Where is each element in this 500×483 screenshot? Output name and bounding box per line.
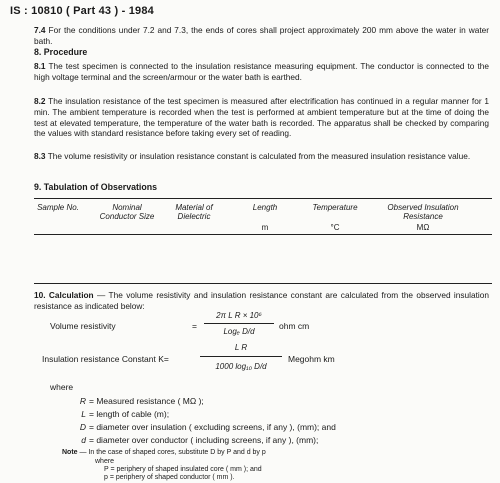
fraction-bar bbox=[200, 356, 282, 357]
formula-denominator: 1000 log₁₀ D/d bbox=[215, 362, 267, 371]
clause-number: 7.4 bbox=[34, 25, 46, 35]
clause-8-3 bbox=[34, 151, 489, 162]
definition-symbol: D bbox=[79, 422, 86, 432]
clause-number: 8.1 bbox=[34, 61, 46, 71]
definition-text: = diameter over insulation ( excluding screens, if any ), (mm); and bbox=[89, 422, 336, 432]
equals-sign: = bbox=[192, 321, 197, 331]
column-header-conductor-size: Nominal Conductor Size bbox=[99, 203, 155, 222]
formula-unit: Megohm km bbox=[288, 354, 335, 364]
clause-8-1 bbox=[34, 61, 489, 83]
formula-label: Volume resistivity bbox=[50, 321, 116, 331]
clause-8-2 bbox=[34, 96, 489, 139]
where-label: where bbox=[50, 382, 74, 392]
document-header: IS : 10810 ( Part 43 ) - 1984 bbox=[10, 5, 154, 17]
definition-text: = diameter over conductor ( including screens, if any ), (mm); bbox=[89, 435, 319, 445]
formula-unit: ohm cm bbox=[279, 321, 310, 331]
table-top-rule bbox=[34, 198, 492, 199]
clause-number: 8.2 bbox=[34, 96, 46, 106]
column-header-temperature: Temperature bbox=[312, 203, 358, 212]
column-header-insulation-resistance: Observed Insulation Resistance bbox=[387, 203, 459, 222]
definition-text: = Measured resistance ( MΩ ); bbox=[89, 396, 204, 406]
section-8-heading: 8. Procedure bbox=[34, 47, 88, 57]
note-definition: P = periphery of shaped insulated core ( mm ); and bbox=[104, 466, 262, 473]
section-9-heading: 9. Tabulation of Observations bbox=[34, 182, 158, 192]
unit-length: m bbox=[261, 223, 269, 232]
definition-row bbox=[74, 422, 336, 432]
section-10-intro bbox=[34, 290, 489, 312]
clause-text: The insulation resistance of the test specimen is measured after electrification has continued in a regular manner for 1 min. The ambient temperature is recorded when the test is performed at ambient temperature but at the time of doing the test at elevated temperature, the temperature of the water bath is recorded. The apparatus shall be checked by comparing the values with standard resistance before taking every set of reading. bbox=[34, 96, 489, 139]
note-text: — In the case of shaped cores, substitute D by P and d by p bbox=[77, 449, 266, 456]
section-10-heading: 10. Calculation bbox=[34, 290, 94, 300]
column-header-sample-no: Sample No. bbox=[37, 203, 79, 212]
table-bottom-rule bbox=[34, 283, 492, 284]
note-definition: p = periphery of shaped conductor ( mm ). bbox=[104, 474, 235, 481]
note-label: Note bbox=[62, 449, 78, 456]
definition-symbol: d bbox=[81, 435, 86, 445]
definition-symbol: L bbox=[81, 409, 86, 419]
formula-denominator: Logₑ D/d bbox=[223, 327, 255, 336]
clause-number: 8.3 bbox=[34, 151, 46, 161]
note-line bbox=[62, 449, 266, 458]
unit-temperature: °C bbox=[330, 223, 340, 232]
definition-text: = length of cable (m); bbox=[89, 409, 170, 419]
clause-text: For the conditions under 7.2 and 7.3, the ends of cores shall project approximately 200 mm above the water in water bath. bbox=[34, 25, 489, 46]
definition-symbol: R bbox=[79, 396, 86, 406]
fraction-bar bbox=[204, 323, 274, 324]
clause-7-4 bbox=[34, 25, 489, 47]
definition-row bbox=[74, 396, 204, 406]
definition-row bbox=[74, 409, 169, 419]
table-header-rule bbox=[34, 234, 492, 235]
formula-numerator: L R bbox=[234, 343, 248, 352]
section-10-text: — The volume resistivity and insulation resistance constant are calculated from the observed insulation resistance as indicated below: bbox=[34, 290, 489, 311]
clause-text: The volume resistivity or insulation resistance constant is calculated from the measured insulation resistance value. bbox=[45, 151, 471, 161]
clause-text: The test specimen is connected to the insulation resistance measuring equipment. The conductor is connected to the high voltage terminal and the screen/armour or the water bath is earthed. bbox=[34, 61, 489, 82]
unit-insulation-resistance: MΩ bbox=[416, 223, 430, 232]
column-header-dielectric: Material of Dielectric bbox=[175, 203, 213, 222]
note-where: where bbox=[95, 458, 115, 465]
definition-row bbox=[74, 435, 318, 445]
formula-label: Insulation resistance Constant K= bbox=[42, 354, 169, 364]
formula-numerator: 2π L R × 10⁶ bbox=[216, 311, 262, 320]
column-header-length: Length bbox=[252, 203, 278, 212]
